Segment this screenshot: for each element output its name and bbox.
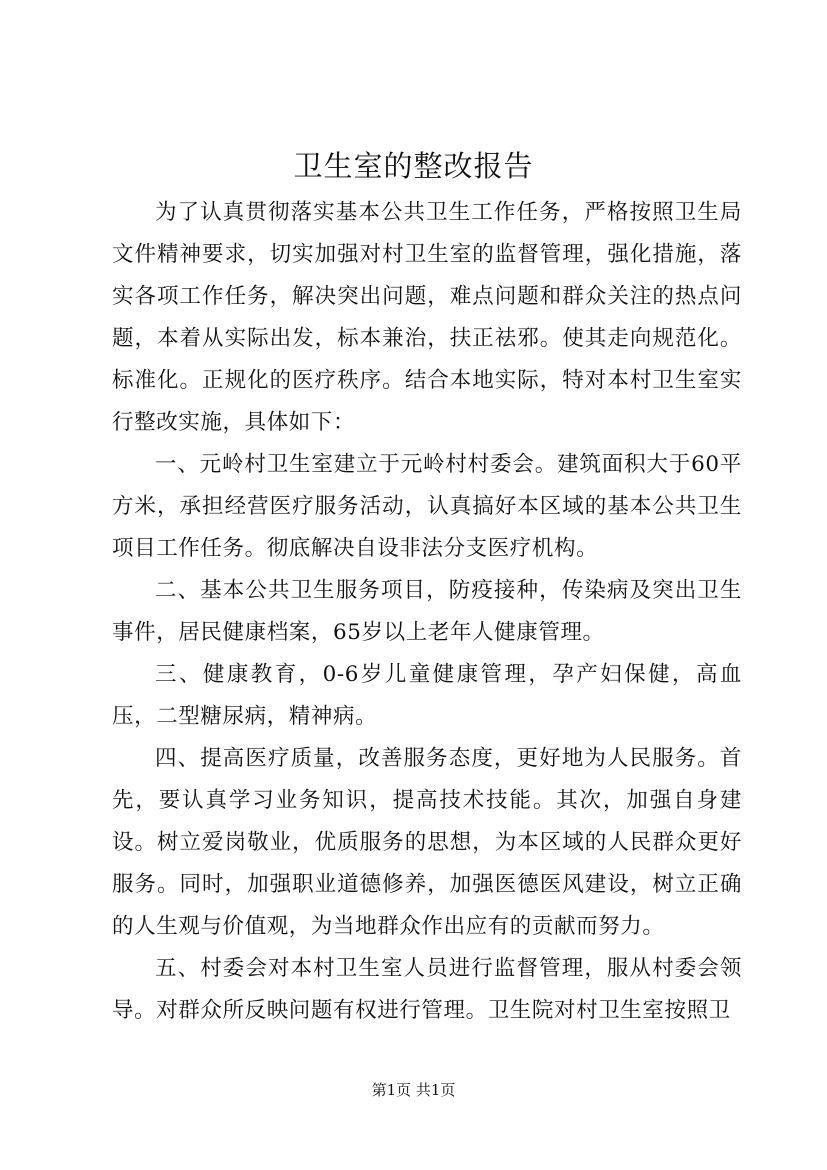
paragraph-item-3: 三、健康教育，0-6岁儿童健康管理，孕产妇保健，高血压，二型糖尿病，精神病。 xyxy=(112,662,742,729)
paragraph-item-5: 五、村委会对本村卫生室人员进行监督管理，服从村委会领导。对群众所反映问题有权进行管理。卫生院对村卫生室按照卫 xyxy=(112,956,742,1023)
document-title: 卫生室的整改报告 xyxy=(293,149,534,183)
page-number: 第1页 共1页 xyxy=(371,1081,456,1099)
paragraph-item-1: 一、元岭村卫生室建立于元岭村村委会。建筑面积大于60平方米，承担经营医疗服务活动，认真搞好本区域的基本公共卫生项目工作任务。彻底解决自设非法分支医疗机构。 xyxy=(112,452,742,561)
page-footer xyxy=(0,1080,827,1100)
document-body xyxy=(112,192,742,1032)
paragraph-intro: 为了认真贯彻落实基本公共卫生工作任务，严格按照卫生局文件精神要求，切实加强对村卫生室的监督管理，强化措施，落实各项工作任务，解决突出问题，难点问题和群众关注的热点问题，本着从实际出发，标本兼治，扶正祛邪。使其走向规范化。标准化。正规化的医疗秩序。结合本地实际，特对本村卫生室实行整改实施，具体如下： xyxy=(112,200,742,435)
paragraph-item-2: 二、基本公共卫生服务项目，防疫接种，传染病及突出卫生事件，居民健康档案，65岁以上老年人健康管理。 xyxy=(112,578,742,645)
paragraph-item-4: 四、提高医疗质量，改善服务态度，更好地为人民服务。首先，要认真学习业务知识，提高技术技能。其次，加强自身建设。树立爱岗敬业，优质服务的思想，为本区域的人民群众更好服务。同时，加强职业道德修养，加强医德医风建设，树立正确的人生观与价值观，为当地群众作出应有的贡献而努力。 xyxy=(112,746,742,939)
